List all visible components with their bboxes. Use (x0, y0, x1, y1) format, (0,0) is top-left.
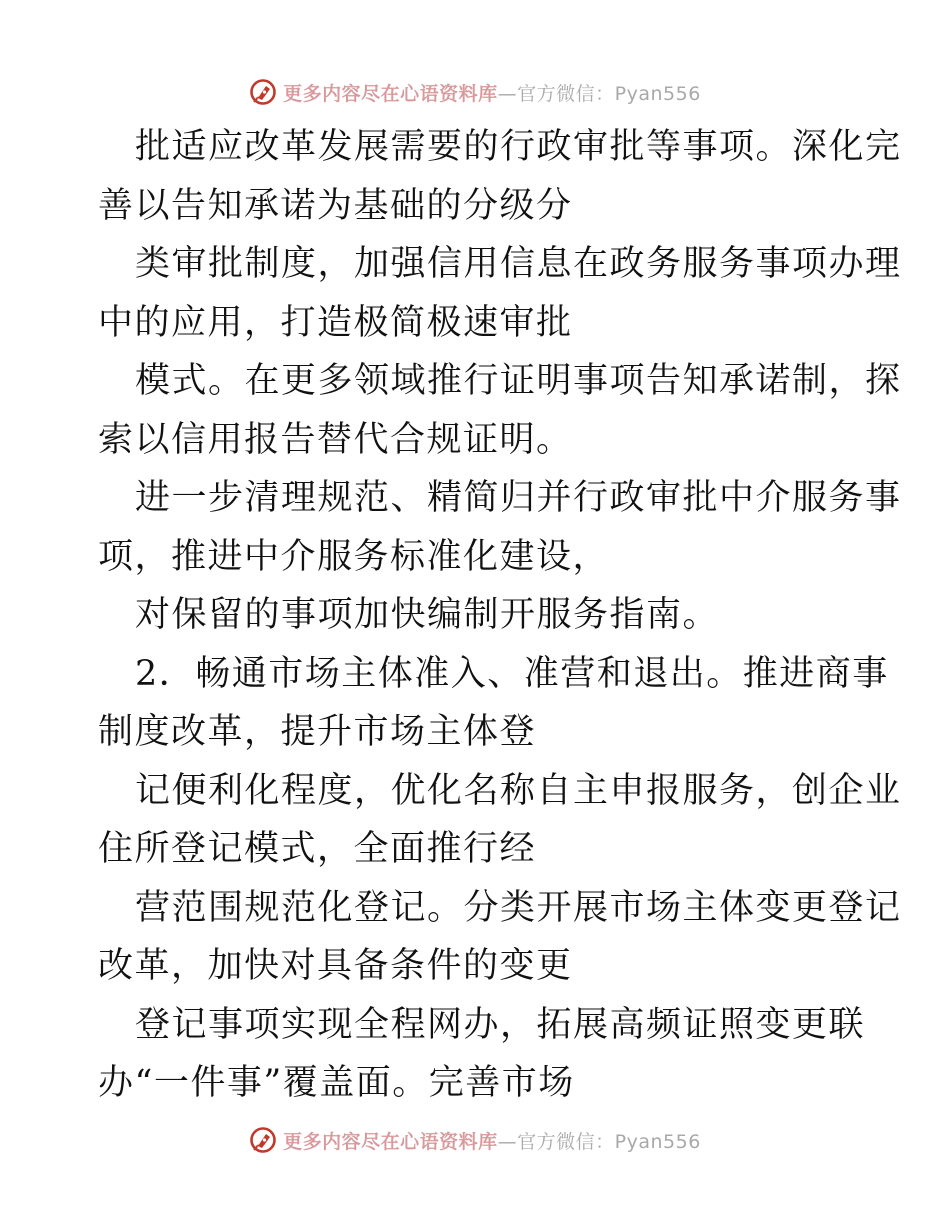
text-line: 索以信用报告替代合规证明。 (98, 419, 573, 460)
watermark-main-text: 更多内容尽在心语资料库 (283, 82, 498, 105)
text-line: 类审批制度，加强信用信息在政务服务事项办理 (135, 244, 902, 284)
text-line: 营范围规范化登记。分类开展市场主体变更登记 (135, 887, 902, 928)
pen-nib-circle-icon (249, 1126, 277, 1154)
pen-nib-circle-icon (249, 78, 277, 106)
text-line: 登记事项实现全程网办，拓展高频证照变更联 (135, 1004, 866, 1045)
text-line: 进一步清理规范、精简归并行政审批中介服务事 (135, 478, 902, 518)
watermark-sub-text: —官方微信：Pyan556 (497, 82, 701, 105)
text-line: 模式。在更多领域推行证明事项告知承诺制，探 (135, 361, 902, 401)
text-line: 2．畅通市场主体准入、准营和退出。推进商事 (135, 653, 889, 694)
text-line: 项，推进中介服务标准化建设， (98, 536, 610, 577)
text-line: 改革，加快对具备条件的变更 (98, 946, 573, 986)
watermark-main-text: 更多内容尽在心语资料库 (283, 1130, 498, 1153)
text-line: 记便利化程度，优化名称自主申报服务，创企业 (135, 770, 902, 811)
text-line: 对保留的事项加快编制开服务指南。 (135, 595, 720, 635)
footer-watermark (0, 1120, 950, 1160)
document-body (98, 118, 902, 1113)
text-line: 办“一件事”覆盖面。完善市场 (98, 1063, 575, 1103)
text-line: 制度改革，提升市场主体登 (98, 712, 537, 752)
text-line: 善以告知承诺为基础的分级分 (98, 185, 573, 226)
watermark-sub-text: —官方微信：Pyan556 (497, 1130, 701, 1153)
text-line: 批适应改革发展需要的行政审批等事项。深化完 (135, 127, 902, 167)
text-line: 中的应用，打造极简极速审批 (98, 302, 573, 343)
text-line: 住所登记模式，全面推行经 (98, 829, 537, 869)
header-watermark (0, 72, 950, 112)
